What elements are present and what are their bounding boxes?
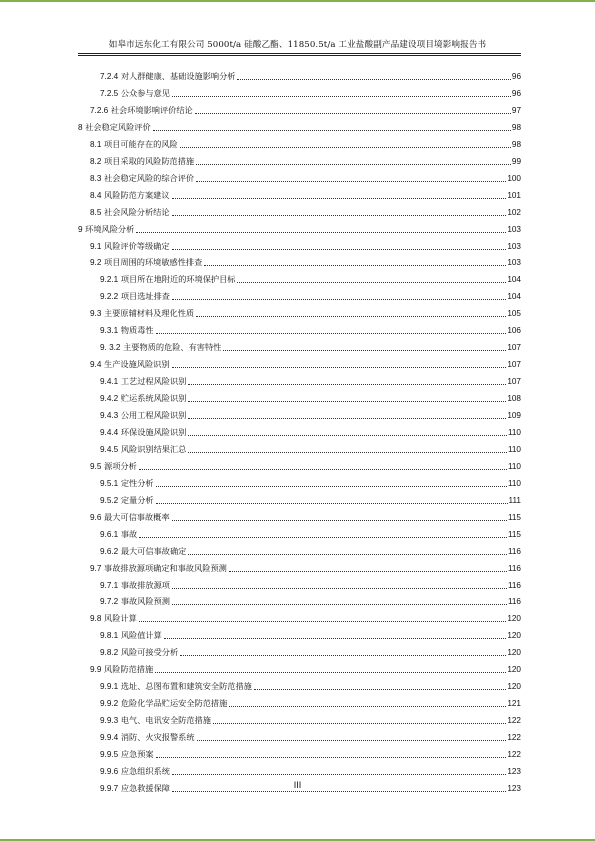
toc-entry-number: 9.4 [90, 360, 102, 370]
toc-leader-dots [156, 756, 507, 758]
toc-entry-text: 风险计算 [104, 613, 137, 624]
toc-entry[interactable] [78, 409, 521, 421]
toc-entry-title [90, 207, 171, 218]
toc-entry-title [100, 715, 212, 726]
toc-entry-text: 公众参与意见 [120, 87, 170, 98]
toc-entry-page: 109 [507, 411, 521, 420]
toc-entry-page: 116 [507, 546, 521, 556]
toc-entry-title [100, 681, 253, 692]
toc-leader-dots [188, 417, 506, 419]
toc-entry-number: 9.9.6 [100, 766, 119, 776]
toc-entry-text: 事故排放源项确定和事故风险预测 [104, 562, 227, 573]
page-number: III [293, 780, 302, 790]
toc-entry-text: 事故排放源项 [120, 579, 170, 590]
toc-entry-page: 96 [511, 88, 521, 98]
toc-entry[interactable] [78, 87, 521, 99]
toc-entry[interactable] [78, 307, 521, 319]
toc-entry-title [100, 698, 228, 709]
toc-entry-page: 115 [507, 529, 521, 539]
toc-entry[interactable] [78, 138, 521, 150]
toc-leader-dots [196, 180, 506, 182]
toc-entry-text: 项目周围的环境敏感性排查 [104, 257, 203, 268]
toc-entry[interactable] [78, 341, 521, 353]
toc-entry[interactable] [78, 511, 521, 523]
toc-entry-number: 8.3 [90, 173, 102, 183]
toc-entry[interactable] [78, 206, 521, 218]
toc-entry-page: 97 [511, 105, 521, 115]
toc-leader-dots [153, 129, 511, 131]
toc-entry-title [90, 308, 195, 319]
toc-entry-title [100, 71, 236, 82]
toc-entry-page: 107 [507, 377, 521, 387]
toc-entry-text: 风险可接受分析 [120, 647, 179, 658]
toc-entry-page: 99 [511, 156, 521, 166]
toc-entry-page: 98 [511, 139, 521, 149]
toc-entry-text: 应急预案 [120, 749, 154, 759]
toc-entry-text: 源项分析 [104, 460, 137, 471]
toc-entry-number: 9.9.3 [100, 716, 119, 726]
toc-entry-text: 主要物质的危险、有害特性 [123, 342, 222, 353]
toc-leader-dots [188, 400, 506, 402]
toc-entry-title [100, 630, 163, 641]
toc-entry-page: 120 [507, 631, 521, 641]
toc-entry-number: 9.7.1 [100, 580, 119, 590]
toc-entry-text: 定量分析 [120, 494, 154, 505]
toc-leader-dots [155, 671, 506, 673]
toc-entry[interactable] [78, 104, 521, 116]
toc-entry-text: 项目所在地附近的环境保护目标 [120, 274, 236, 285]
toc-entry-number: 9.9.5 [100, 750, 119, 759]
toc-entry-page: 103 [507, 241, 521, 251]
toc-entry[interactable] [78, 70, 521, 82]
toc-entry[interactable] [78, 460, 521, 472]
toc-entry-text: 消防、火灾报警系统 [120, 732, 195, 743]
toc-entry-title [100, 766, 171, 777]
toc-entry-title [100, 647, 179, 658]
toc-entry[interactable] [78, 426, 521, 438]
toc-entry-title [90, 664, 154, 675]
toc-leader-dots [180, 654, 506, 656]
toc-leader-dots [196, 315, 506, 317]
toc-entry-title [90, 241, 171, 252]
toc-entry-number: 9.2.2 [100, 292, 119, 302]
toc-entry-number: 9.7 [90, 563, 102, 573]
toc-entry[interactable] [78, 680, 521, 692]
toc-leader-dots [156, 485, 507, 487]
toc-leader-dots [254, 688, 506, 690]
toc-leader-dots [172, 214, 507, 216]
toc-leader-dots [172, 603, 507, 605]
toc-leader-dots [172, 248, 507, 250]
toc-entry-page: 122 [507, 750, 521, 759]
toc-entry-text: 贮运系统风险识别 [120, 393, 187, 404]
toc-entry-title [100, 596, 171, 607]
toc-entry[interactable] [78, 155, 521, 167]
toc-entry-page: 115 [507, 512, 521, 522]
toc-entry-number: 8.2 [90, 156, 102, 166]
toc-entry-text: 工艺过程风险识别 [120, 376, 187, 387]
toc-leader-dots [180, 146, 511, 148]
toc-leader-dots [172, 197, 507, 199]
toc-entry-page: 122 [507, 716, 521, 726]
toc-entry-title [100, 393, 187, 404]
toc-entry-number: 9.7.2 [100, 597, 119, 607]
toc-entry-number: 9.6.2 [100, 546, 119, 556]
toc-entry-number: 9.9.7 [100, 783, 119, 793]
toc-entry-title [100, 580, 171, 591]
toc-entry-number: 9.3.1 [100, 326, 119, 336]
toc-leader-dots [229, 570, 507, 572]
toc-entry[interactable] [78, 494, 521, 506]
toc-leader-dots [188, 451, 507, 453]
toc-entry-number: 9. 3.2 [100, 343, 121, 353]
toc-entry[interactable] [78, 256, 521, 268]
toc-entry-text: 最大可信事故概率 [104, 511, 170, 522]
toc-entry-number: 9.9.1 [100, 682, 119, 692]
toc-entry-title [100, 444, 187, 455]
toc-entry-number: 9.1 [90, 241, 102, 251]
toc-entry-text: 风险评价等级确定 [104, 240, 170, 251]
toc-leader-dots [237, 78, 510, 80]
toc-entry-text: 应急组织系统 [120, 765, 170, 776]
toc-entry-text: 电气、电讯安全防范措施 [120, 715, 211, 726]
toc-entry-text: 社会稳定风险评价 [85, 121, 151, 132]
toc-entry[interactable] [78, 748, 521, 760]
toc-entry-number: 9.4.5 [100, 444, 119, 454]
toc-entry-page: 121 [507, 699, 521, 709]
toc-entry-text: 环境风险分析 [85, 223, 135, 234]
toc-leader-dots [195, 112, 511, 114]
toc-entry[interactable] [78, 731, 521, 743]
toc-leader-dots [172, 587, 507, 589]
toc-entry-number: 9.5 [90, 461, 102, 471]
toc-entry-text: 社会稳定风险的综合评价 [104, 172, 195, 183]
toc-entry-page: 108 [507, 394, 521, 404]
toc-entry[interactable] [78, 172, 521, 184]
header-rule [78, 53, 521, 54]
toc-entry[interactable] [78, 765, 521, 777]
toc-entry[interactable] [78, 646, 521, 658]
toc-entry-title [100, 749, 155, 760]
toc-entry-page: 120 [507, 665, 521, 675]
toc-entry-number: 7.2.4 [100, 72, 119, 81]
toc-entry-text: 项目采取的风险防范措施 [104, 155, 195, 166]
toc-entry-title [90, 190, 171, 201]
toc-entry-text: 主要原辅材料及理化性质 [104, 308, 195, 319]
toc-entry[interactable] [78, 223, 521, 235]
toc-entry[interactable] [78, 324, 521, 336]
toc-entry-text: 社会环境影响评价结论 [110, 104, 193, 115]
toc-leader-dots [156, 502, 508, 504]
toc-entry-number: 9.4.1 [100, 377, 119, 387]
toc-entry-number: 9.2.1 [100, 275, 119, 285]
toc-entry-text: 项目可能存在的风险 [104, 138, 178, 149]
toc-entry[interactable] [78, 595, 521, 607]
toc-entry-title [90, 105, 194, 116]
toc-entry[interactable] [78, 562, 521, 574]
toc-entry-page: 110 [507, 427, 521, 437]
toc-entry-page: 120 [507, 682, 521, 692]
toc-leader-dots [136, 231, 506, 233]
toc-entry-page: 123 [507, 783, 521, 793]
toc-leader-dots [188, 553, 507, 555]
toc-entry-page: 120 [507, 614, 521, 624]
toc-entry-text: 社会风险分析结论 [104, 206, 170, 217]
toc-leader-dots [139, 620, 507, 622]
toc-entry-title [90, 512, 171, 523]
toc-entry-title [90, 156, 195, 167]
toc-entry-text: 事故 [120, 528, 138, 539]
toc-entry-page: 111 [508, 495, 521, 505]
toc-entry-text: 公用工程风险识别 [120, 410, 187, 420]
toc-entry-page: 96 [511, 72, 521, 81]
toc-entry-page: 105 [507, 309, 521, 319]
toc-entry-text: 事故风险预测 [120, 596, 170, 607]
toc-entry-text: 环保设施风险识别 [120, 426, 187, 437]
toc-entry[interactable] [78, 121, 521, 133]
toc-entry-title [100, 546, 187, 557]
toc-entry-page: 122 [507, 733, 521, 743]
toc-entry-title [100, 427, 187, 438]
toc-entry-number: 9 [78, 224, 83, 234]
toc-entry-page: 120 [507, 648, 521, 658]
toc-entry-number: 9.6 [90, 512, 102, 522]
toc-entry-number: 8.4 [90, 190, 102, 200]
toc-entry-page: 110 [507, 478, 521, 488]
toc-entry[interactable] [78, 443, 521, 455]
toc-entry-page: 103 [507, 224, 521, 234]
toc-entry-number: 9.4.2 [100, 394, 119, 404]
toc-leader-dots [223, 349, 506, 351]
toc-leader-dots [204, 264, 506, 266]
toc-entry-title [100, 88, 171, 99]
toc-entry[interactable] [78, 240, 521, 252]
toc-entry[interactable] [78, 612, 521, 624]
toc-leader-dots [229, 705, 506, 707]
toc-entry-title [78, 122, 152, 133]
toc-entry-page: 110 [507, 461, 521, 471]
toc-leader-dots [172, 519, 507, 521]
toc-entry[interactable] [78, 290, 521, 302]
toc-entry-number: 9.5.2 [100, 495, 119, 505]
toc-entry[interactable] [78, 579, 521, 591]
toc-leader-dots [156, 332, 507, 334]
toc-entry-text: 风险防范方案建议 [104, 189, 170, 200]
toc-entry-number: 9.8 [90, 614, 102, 624]
toc-entry-title [90, 139, 179, 150]
toc-entry-page: 116 [507, 580, 521, 590]
toc-entry-title [100, 410, 187, 421]
toc-leader-dots [188, 383, 506, 385]
toc-leader-dots [197, 739, 507, 741]
toc-entry-text: 物质毒性 [120, 325, 154, 336]
toc-entry-number: 9.3 [90, 309, 102, 319]
toc-entry-number: 8 [78, 122, 83, 132]
toc-entry-text: 应急救援保障 [120, 782, 170, 793]
toc-entry-title [100, 495, 155, 506]
toc-entry-text: 选址、总图布置和建筑安全防范措施 [120, 681, 252, 692]
toc-leader-dots [172, 298, 506, 300]
toc-leader-dots [139, 468, 507, 470]
toc-entry-page: 107 [507, 360, 521, 370]
toc-entry-title [78, 224, 135, 235]
toc-entry-number: 8.1 [90, 139, 102, 149]
toc-entry-text: 最大可信事故确定 [120, 545, 187, 556]
toc-leader-dots [164, 637, 507, 639]
toc-entry-page: 101 [507, 190, 521, 200]
toc-entry[interactable] [78, 392, 521, 404]
toc-entry-text: 生产设施风险识别 [104, 359, 170, 370]
toc-entry-number: 9.8.2 [100, 648, 119, 658]
toc-entry[interactable] [78, 358, 521, 370]
toc-entry[interactable] [78, 528, 521, 540]
toc-leader-dots [188, 434, 507, 436]
toc-entry-title [100, 342, 222, 353]
toc-entry[interactable] [78, 273, 521, 285]
toc-entry[interactable] [78, 663, 521, 675]
toc-leader-dots [196, 163, 511, 165]
toc-entry-page: 116 [507, 563, 521, 573]
toc-entry-text: 危险化学品贮运安全防范措施 [120, 698, 228, 709]
toc-entry-number: 8.5 [90, 207, 102, 217]
toc-entry[interactable] [78, 477, 521, 489]
toc-entry[interactable] [78, 375, 521, 387]
toc-entry-text: 对人群健康、基础设施影响分析 [120, 71, 236, 81]
toc-entry-title [100, 732, 196, 743]
running-header: 如皋市远东化工有限公司 5000t/a 硅酸乙酯、11850.5t/a 工业盐酸副产品建设项目境影响报告书 [108, 40, 487, 50]
toc-leader-dots [172, 95, 511, 97]
toc-entry-page: 116 [507, 597, 521, 607]
toc-entry-title [90, 359, 171, 370]
header-rule-thin [78, 55, 521, 56]
toc-entry-text: 风险识别结果汇总 [120, 443, 187, 454]
toc-entry-title [90, 257, 203, 268]
toc-entry-page: 102 [507, 207, 521, 217]
toc-entry-number: 9.4.4 [100, 427, 119, 437]
toc-entry-text: 风险防范措施 [104, 664, 154, 675]
toc-entry-page: 123 [507, 766, 521, 776]
toc-entry-text: 项目选址排查 [120, 291, 170, 302]
toc-entry-number: 9.4.3 [100, 411, 119, 420]
toc-entry-title [90, 563, 228, 574]
toc-entry[interactable] [78, 189, 521, 201]
toc-entry-text: 定性分析 [120, 477, 154, 488]
toc-entry[interactable] [78, 545, 521, 557]
toc-entry-number: 9.5.1 [100, 478, 119, 488]
toc-leader-dots [237, 281, 506, 283]
toc-entry-page: 100 [507, 173, 521, 183]
toc-entry[interactable] [78, 629, 521, 641]
toc-entry-page: 98 [511, 122, 521, 132]
toc-entry-page: 104 [507, 275, 521, 285]
toc-entry-page: 106 [507, 326, 521, 336]
toc-entry-number: 7.2.5 [100, 88, 119, 98]
toc-entry-title [100, 376, 187, 387]
toc-entry-number: 9.9.4 [100, 733, 119, 743]
toc-leader-dots [172, 773, 506, 775]
toc-leader-dots [213, 722, 506, 724]
toc-leader-dots [139, 536, 507, 538]
toc-entry[interactable] [78, 714, 521, 726]
toc-entry-number: 7.2.6 [90, 105, 109, 115]
toc-entry-title [100, 478, 155, 489]
toc-entry-title [100, 274, 236, 285]
toc-entry-number: 9.2 [90, 258, 102, 268]
toc-entry-number: 9.8.1 [100, 631, 119, 641]
toc-entry-number: 9.6.1 [100, 529, 119, 539]
toc-entry-title [100, 529, 138, 540]
toc-entry-title [90, 613, 138, 624]
toc-entry-title [100, 291, 171, 302]
toc-entry-page: 103 [507, 258, 521, 268]
toc-entry-text: 风险值计算 [120, 630, 162, 641]
toc-entry-title [100, 325, 155, 336]
toc-entry-title [90, 461, 138, 472]
toc-leader-dots [172, 790, 506, 792]
toc-leader-dots [172, 366, 507, 368]
toc-entry-page: 107 [507, 343, 521, 353]
toc-entry[interactable] [78, 697, 521, 709]
toc-entry-number: 9.9.2 [100, 699, 119, 709]
toc-entry-page: 110 [507, 444, 521, 454]
toc-entry-title [90, 173, 195, 184]
toc-entry-page: 104 [507, 292, 521, 302]
toc-entry-number: 9.9 [90, 665, 102, 675]
